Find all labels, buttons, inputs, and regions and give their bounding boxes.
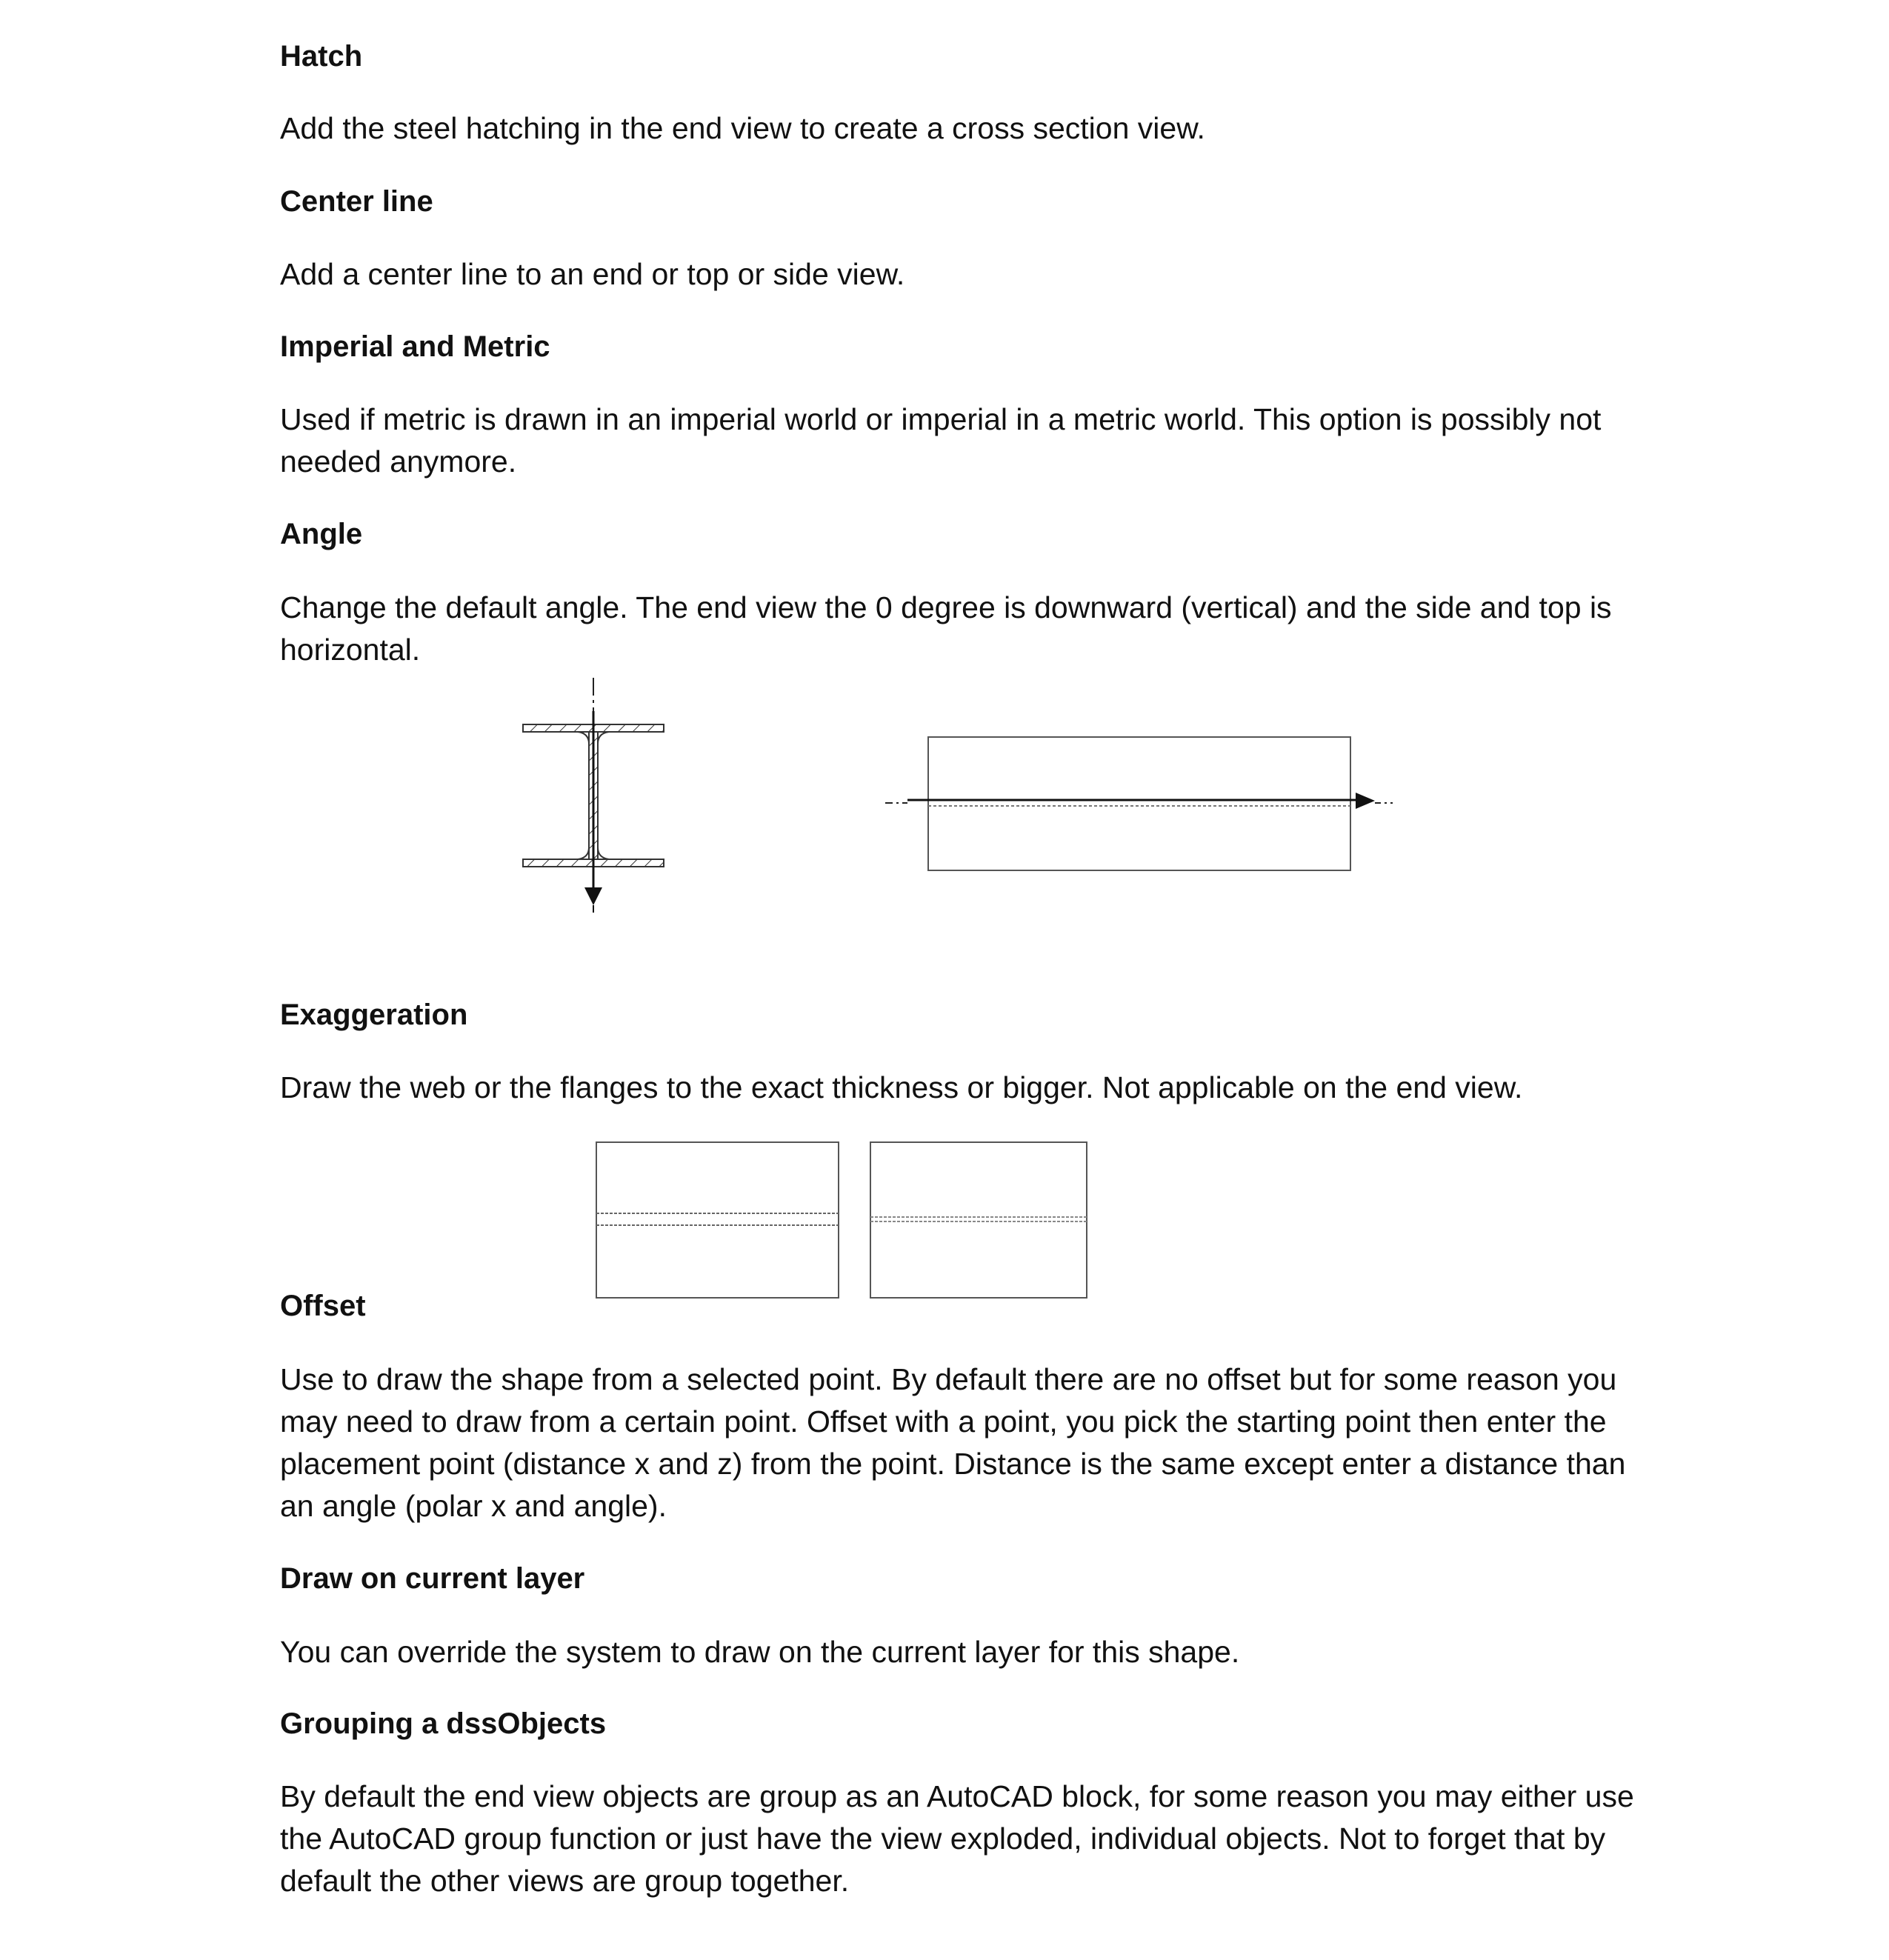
exact-web-view xyxy=(870,1142,1087,1298)
current-layer-heading: Draw on current layer xyxy=(280,1562,585,1595)
offset-heading: Offset xyxy=(280,1290,366,1322)
exaggeration-heading: Exaggeration xyxy=(280,999,468,1031)
angle-text: Change the default angle. The end view the 0 degree is downward (vertical) and the side and top is horizontal. xyxy=(280,590,1612,667)
exaggeration-text: Draw the web or the flanges to the exact thickness or bigger. Not applicable on the end view. xyxy=(280,1070,1523,1104)
imperial-metric-text: Used if metric is drawn in an imperial world or imperial in a metric world. This option is possibly not needed anymore. xyxy=(280,402,1602,479)
exaggerated-web-view xyxy=(596,1142,839,1298)
angle-heading: Angle xyxy=(280,518,363,550)
center-line-text: Add a center line to an end or top or side view. xyxy=(280,257,905,291)
grouping-text: By default the end view objects are group as an AutoCAD block, for some reason you may either use the AutoCAD group function or just have the view exploded, individual objects. Not to forget that by default the other views are group together. xyxy=(280,1779,1634,1898)
offset-text: Use to draw the shape from a selected point. By default there are no offset but for some reason you may need to draw from a certain point. Offset with a point, you pick the starting point then enter the placement point (distance x and z) from the point. Distance is the same except enter a distance than an angle (polar x and angle). xyxy=(280,1362,1626,1523)
hatch-text: Add the steel hatching in the end view to create a cross section view. xyxy=(280,111,1205,145)
current-layer-text: You can override the system to draw on the current layer for this shape. xyxy=(280,1635,1240,1669)
imperial-metric-heading: Imperial and Metric xyxy=(280,330,550,363)
center-line-heading: Center line xyxy=(280,185,433,218)
hatch-heading: Hatch xyxy=(280,40,363,73)
grouping-heading: Grouping a dssObjects xyxy=(280,1707,607,1740)
